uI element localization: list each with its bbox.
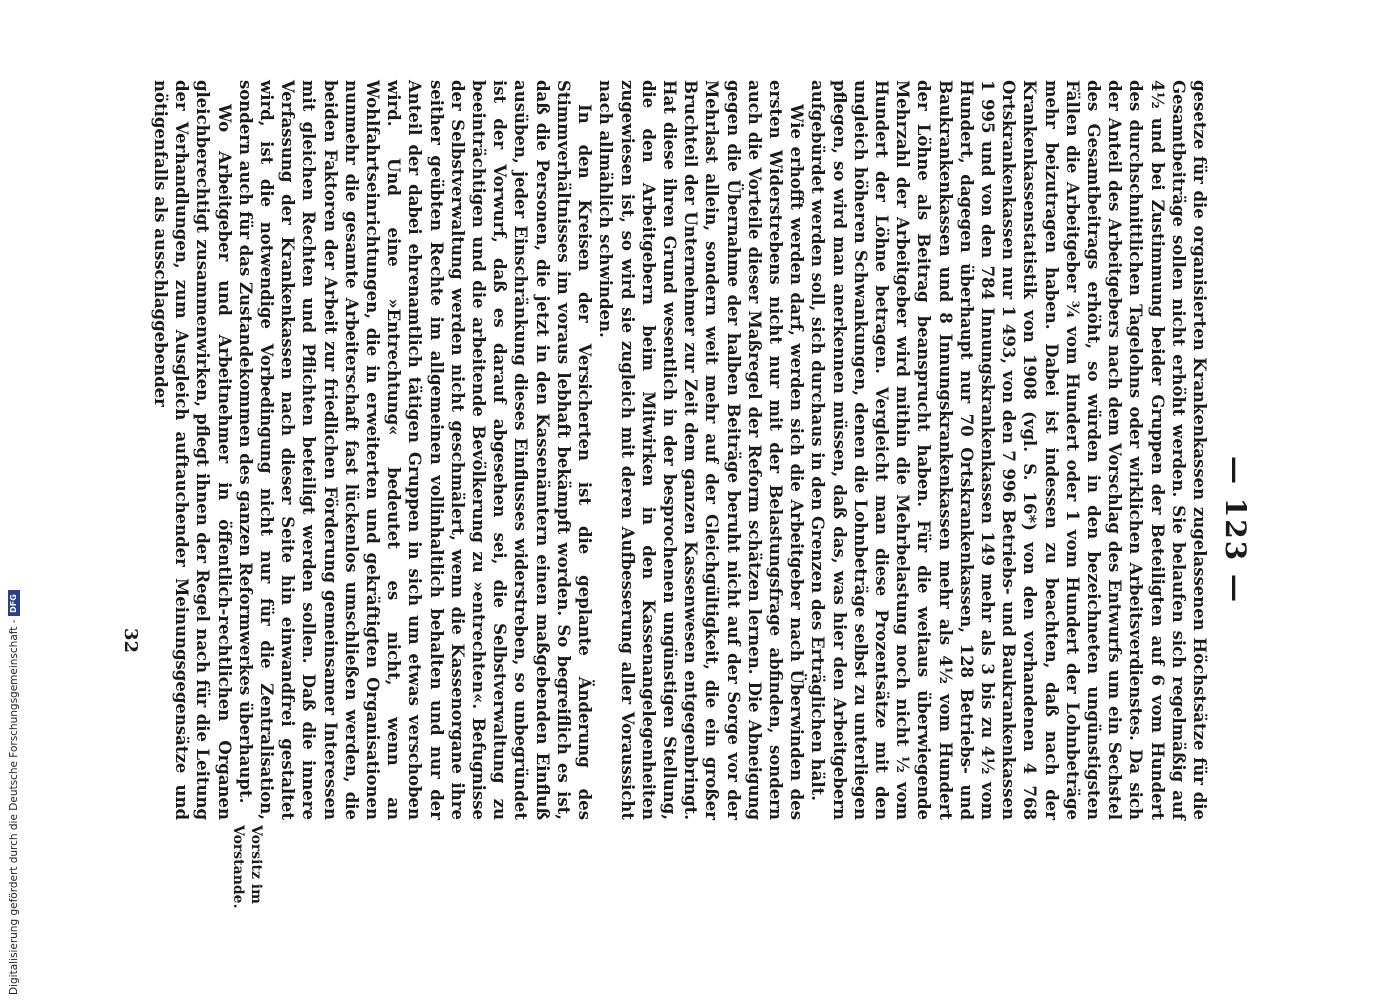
paragraph-3: In den Kreisen der Versicherten ist die geplante Änderung des Stimmverhältnisses im voraus lebhaft bekämpft worden. So begreiflich es ist, daß die Personen, die jetzt in den Kassenämtern einen maßgebenden Einfluß ausüben, jeder Einschränkung dieses Einflusses widerstreben, so unbegründet ist der Vorwurf, daß es darauf abgesehen sei, die Selbstverwaltung zu beeinträchtigen und die arbeitende Bevölkerung zu »entrechten«. Befugnisse der Selbstverwaltung werden nicht geschmälert, wenn die Kassenorgane ihre seither geübten Rechte im allgemeinen vollinhaltlich behalten und nur der Anteil der dabei ehrenamtlich tätigen Gruppen in sich um etwas verschoben wird. Und eine »Entrechtung« bedeutet es nicht, wenn an Wohlfahrtseinrichtungen, die in erweiterten und gekräftigten Organisationen nunmehr die gesamte Arbeiterschaft fast lückenlos umschließen werden, die beiden Faktoren der Arbeit zur friedlichen Förderung gemeinsamer Interessen mit gleichen Rechten und Pflichten beteiligt werden sollen. Daß die innere Verfassung der Krankenkassen nach dieser Seite hin einwandfrei gestaltet wird, ist die notwendige Vorbedingung nicht nur für die Zentralisation, sondern auch für das Zustandekommen des ganzen Reformwerkes überhaupt. [235, 80, 595, 820]
paragraph-2: Wie erhofft werden darf, werden sich die Arbeitgeber nach Überwinden des ersten Widerstrebens nicht nur mit der Belastungsfrage abfinden, sondern auch die Vorteile dieser Maßregel der Reform schätzen lernen. Die Abneigung gegen die Übernahme der halben Beiträge beruht nicht auf der Sorge vor der Mehrlast allein, sondern weit mehr auf der Gleichgültigkeit, die ein großer Bruchteil der Unternehmer zur Zeit dem ganzen Kassenwesen entgegenbringt. Hat diese ihren Grund wesentlich in der besprochenen ungünstigen Stellung, die den Arbeitgebern beim Mitwirken in den Kassenangelegenheiten zugewiesen ist, so wird sie zugleich mit deren Aufbesserung aller Voraussicht nach allmählich schwinden. [596, 80, 807, 820]
rotated-page [130, 80, 1250, 980]
signature-mark: 32 [120, 627, 142, 654]
page-number: — 123 — [1219, 456, 1252, 604]
paragraph-4: Wo Arbeitgeber und Arbeitnehmer in öffentlich-rechtlichen Organen gleichberechtigt zusammenwirken, pflegt ihnen der Regel nach für die Leitung der Verhandlungen, zum Ausgleich auftauchender Meinungsgegensätze und nötigenfalls als ausschlaggebender [151, 80, 234, 820]
dfg-logo: DFG [8, 590, 20, 616]
marginal-note: Vorsitz im Vorstande. [230, 825, 264, 909]
digitization-credit [8, 590, 20, 995]
body-text [150, 80, 1210, 820]
paragraph-1: gesetze für die organisierten Krankenkassen zugelassenen Höchstsätze für die Gesamtbeiträge sollen nicht erhöht werden. Sie belaufen sich regelmäßig auf 4½ und bei Zustimmung beider Gruppen der Beteiligten auf 6 vom Hundert des durchschnittlichen Tagelohns oder wirklichen Arbeitsverdienstes. Da sich der Anteil des Arbeitgebers nach dem Vorschlag des Entwurfs um ein Sechstel des Gesamtbeitrags erhöht, so würden in den bezeichneten ungünstigsten Fällen die Arbeitgeber ¾ vom Hundert oder 1 vom Hundert der Lohnbeträge mehr beizutragen haben. Dabei ist indessen zu beachten, daß nach der Krankenkassenstatistik von 1908 (vgl. S. 16*) von den vorhandenen 4 768 Ortskrankenkassen nur 1 493, von den 7 996 Betriebs- und Baukrankenkassen 1 995 und von den 784 Innungskrankenkassen 149 mehr als 3 bis zu 4½ vom Hundert, dagegen überhaupt nur 70 Ortskrankenkassen, 128 Betriebs- und Baukrankenkassen und 8 Innungskrankenkassen mehr als 4½ vom Hundert der Löhne als Beitrag beansprucht haben. Für die weitaus überwiegende Mehrzahl der Arbeitgeber wird mithin die Mehrbelastung noch nicht ½ vom Hundert der Löhne betragen. Vergleicht man diese Prozentsätze mit den ungleich höheren Schwankungen, denen die Lohnbeträge selbst zu unterliegen pflegen, so wird man anerkennen müssen, daß das, was hier den Arbeitgebern aufgebürdet werden soll, sich durchaus in den Grenzen des Erträglichen hält. [808, 80, 1209, 820]
credit-text: Digitalisierung gefördert durch die Deutsche Forschungsgemeinschaft - [8, 619, 20, 995]
